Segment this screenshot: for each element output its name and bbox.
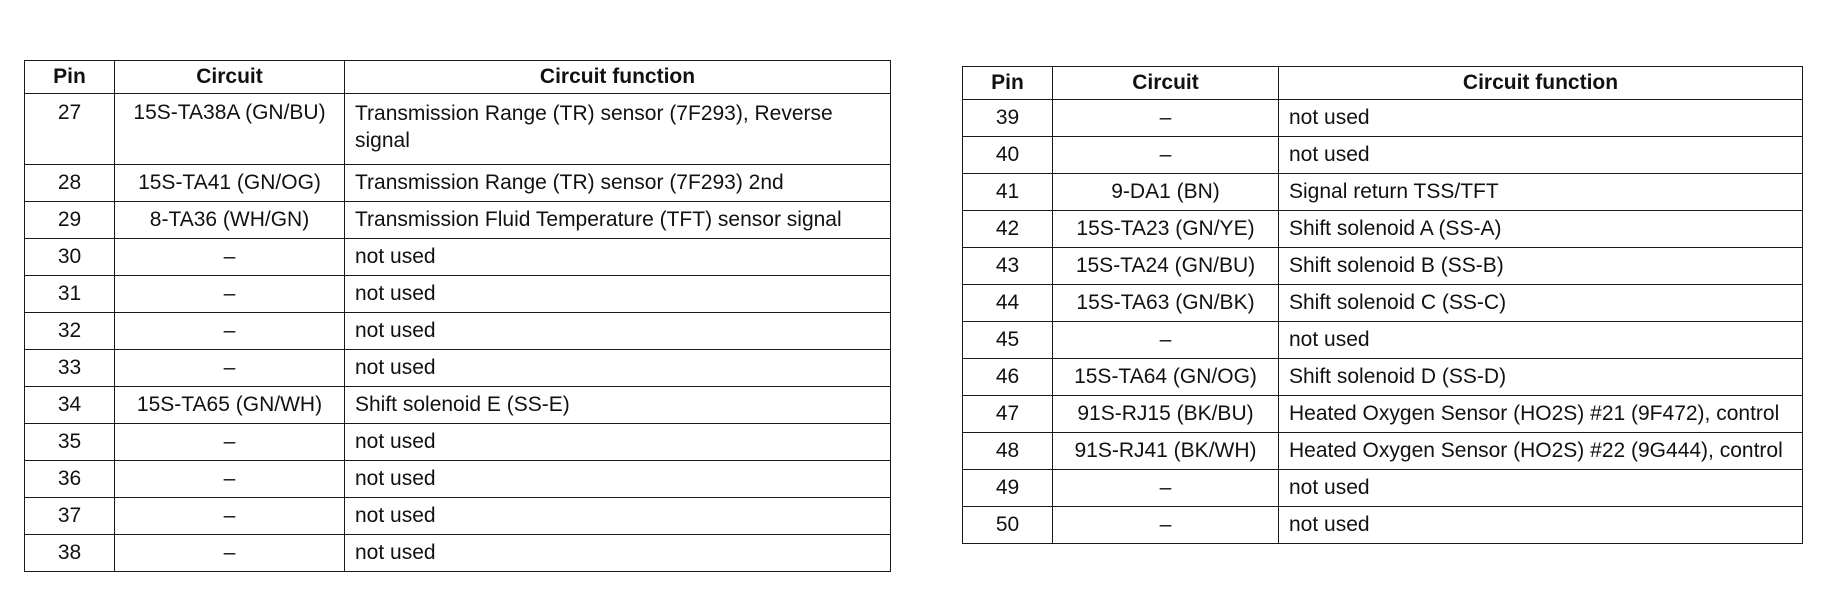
pin-cell: 38 [25,535,115,572]
circuit-cell: – [115,535,345,572]
circuit-cell: – [115,313,345,350]
circuit-cell: 91S-RJ15 (BK/BU) [1053,396,1279,433]
pin-cell: 46 [963,359,1053,396]
function-cell: not used [1279,507,1803,544]
pin-cell: 49 [963,470,1053,507]
pin-cell: 40 [963,137,1053,174]
pin-cell: 37 [25,498,115,535]
circuit-cell: 15S-TA64 (GN/OG) [1053,359,1279,396]
circuit-cell: – [115,350,345,387]
function-cell: Signal return TSS/TFT [1279,174,1803,211]
table-row [963,359,1803,396]
table-row [963,174,1803,211]
pin-cell: 43 [963,248,1053,285]
function-cell: not used [345,535,891,572]
circuit-cell: 15S-TA65 (GN/WH) [115,387,345,424]
table-row [25,276,891,313]
circuit-cell: – [115,239,345,276]
table-row [25,350,891,387]
header-pin: Pin [25,61,115,94]
pin-cell: 30 [25,239,115,276]
circuit-cell: 9-DA1 (BN) [1053,174,1279,211]
table-row [25,424,891,461]
function-cell: Shift solenoid A (SS-A) [1279,211,1803,248]
table-row [25,239,891,276]
circuit-cell: 8-TA36 (WH/GN) [115,202,345,239]
table-row [963,137,1803,174]
circuit-cell: 15S-TA24 (GN/BU) [1053,248,1279,285]
pin-cell: 44 [963,285,1053,322]
function-cell: not used [345,313,891,350]
table-row [963,470,1803,507]
pin-cell: 34 [25,387,115,424]
table-row [963,433,1803,470]
header-pin: Pin [963,67,1053,100]
circuit-cell: – [1053,100,1279,137]
table-row [963,100,1803,137]
circuit-cell: – [1053,507,1279,544]
function-cell: not used [1279,322,1803,359]
table-row [25,387,891,424]
function-cell: Shift solenoid E (SS-E) [345,387,891,424]
header-circuit-function: Circuit function [1279,67,1803,100]
circuit-cell: – [115,276,345,313]
header-circuit: Circuit [115,61,345,94]
pin-cell: 33 [25,350,115,387]
table-row [25,535,891,572]
circuit-cell: – [1053,137,1279,174]
circuit-cell: – [115,498,345,535]
function-cell: not used [1279,100,1803,137]
table-row [25,94,891,165]
table-row [963,507,1803,544]
table-row [963,396,1803,433]
function-cell: Heated Oxygen Sensor (HO2S) #21 (9F472), control [1279,396,1803,433]
pin-cell: 50 [963,507,1053,544]
pin-cell: 28 [25,165,115,202]
table-row [25,498,891,535]
function-cell: Transmission Fluid Temperature (TFT) sensor signal [345,202,891,239]
table-row [963,248,1803,285]
header-circuit: Circuit [1053,67,1279,100]
function-cell: not used [345,350,891,387]
circuit-cell: 15S-TA23 (GN/YE) [1053,211,1279,248]
table-row [25,202,891,239]
pin-cell: 48 [963,433,1053,470]
table-row [25,165,891,202]
table-row [963,285,1803,322]
function-cell: Shift solenoid D (SS-D) [1279,359,1803,396]
pin-cell: 29 [25,202,115,239]
circuit-cell: 15S-TA63 (GN/BK) [1053,285,1279,322]
function-cell: not used [1279,470,1803,507]
function-cell: Shift solenoid B (SS-B) [1279,248,1803,285]
pin-cell: 45 [963,322,1053,359]
function-cell: not used [345,239,891,276]
table-row [963,211,1803,248]
circuit-cell: 15S-TA38A (GN/BU) [115,94,345,165]
table-row [25,461,891,498]
pin-table-right [962,66,1803,544]
table-header-row [25,61,891,94]
circuit-cell: – [1053,322,1279,359]
table-row [25,313,891,350]
pin-cell: 32 [25,313,115,350]
circuit-cell: 91S-RJ41 (BK/WH) [1053,433,1279,470]
circuit-cell: 15S-TA41 (GN/OG) [115,165,345,202]
function-cell: not used [345,276,891,313]
circuit-cell: – [1053,470,1279,507]
function-cell: not used [1279,137,1803,174]
function-cell: Transmission Range (TR) sensor (7F293) 2nd [345,165,891,202]
function-cell: Heated Oxygen Sensor (HO2S) #22 (9G444), control [1279,433,1803,470]
pin-cell: 31 [25,276,115,313]
pin-cell: 42 [963,211,1053,248]
header-circuit-function: Circuit function [345,61,891,94]
function-cell: not used [345,424,891,461]
function-cell: Transmission Range (TR) sensor (7F293), Reverse signal [345,94,891,165]
table-header-row [963,67,1803,100]
pin-table-left [24,60,891,572]
function-cell: Shift solenoid C (SS-C) [1279,285,1803,322]
table-row [963,322,1803,359]
function-cell: not used [345,498,891,535]
circuit-cell: – [115,424,345,461]
function-cell: not used [345,461,891,498]
pin-cell: 27 [25,94,115,165]
circuit-cell: – [115,461,345,498]
pin-cell: 36 [25,461,115,498]
pin-cell: 41 [963,174,1053,211]
pin-cell: 35 [25,424,115,461]
pin-cell: 47 [963,396,1053,433]
pin-cell: 39 [963,100,1053,137]
